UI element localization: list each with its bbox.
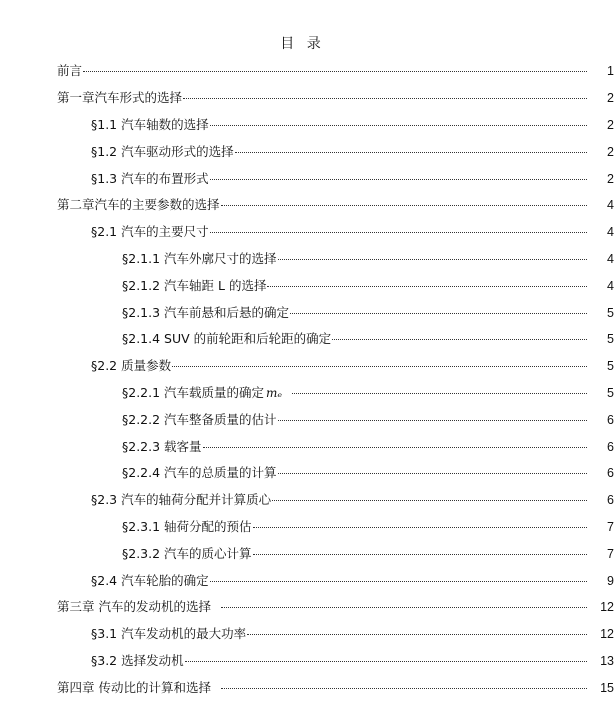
leader-dots	[221, 205, 587, 206]
leader-dots	[235, 152, 587, 153]
toc-entry[interactable]	[0, 540, 614, 567]
leader-dots	[210, 232, 587, 233]
toc-entry[interactable]	[0, 514, 614, 541]
leader-dots	[278, 259, 587, 260]
toc-entry-page: 6	[607, 439, 614, 454]
mass-symbol: mₑ	[266, 385, 283, 400]
toc-entry-page: 2	[607, 144, 614, 159]
toc-entry-page: 2	[607, 117, 614, 132]
toc-entry[interactable]	[0, 58, 614, 85]
toc-entry-page: 4	[607, 251, 614, 266]
toc-entry-label: §2.2 质量参数	[91, 358, 172, 374]
leader-dots	[253, 527, 587, 528]
toc-entry[interactable]	[0, 219, 614, 246]
toc-title: 目 录	[280, 36, 325, 52]
toc-entry[interactable]	[0, 594, 614, 621]
toc-entry-label: §3.1 汽车发动机的最大功率	[91, 626, 247, 642]
toc-entry-label: §2.1.2 汽车轴距 L 的选择	[122, 277, 267, 293]
toc-entry[interactable]	[0, 138, 614, 165]
toc-entry-page: 1	[607, 64, 614, 79]
toc-entry-label: §2.2.1 汽车载质量的确定	[122, 384, 265, 400]
leader-dots	[253, 554, 587, 555]
toc-entry-label: §2.1.1 汽车外廓尺寸的选择	[122, 250, 277, 266]
leader-dots	[183, 98, 587, 99]
toc-entry[interactable]	[0, 433, 614, 460]
toc-entry-page: 12	[600, 627, 614, 642]
toc-entry-page: 7	[607, 519, 614, 534]
toc-entry[interactable]	[0, 85, 614, 112]
toc-entry-label: 第一章汽车形式的选择	[57, 90, 183, 106]
toc-entry-page: 4	[607, 198, 614, 213]
toc-entry-page: 12	[600, 600, 614, 615]
toc-entry-page: 2	[607, 171, 614, 186]
leader-dots	[278, 473, 587, 474]
toc-entry[interactable]	[0, 299, 614, 326]
leader-dots	[278, 420, 587, 421]
toc-entry-label: 第四章 传动比的计算和选择	[57, 679, 211, 695]
toc-entry-page: 4	[607, 225, 614, 240]
toc-entry[interactable]	[0, 460, 614, 487]
toc-entry-page: 5	[607, 305, 614, 320]
toc-entry-label: §1.1 汽车轴数的选择	[91, 116, 209, 132]
toc-entry-label: §2.3.2 汽车的质心计算	[122, 545, 252, 561]
toc-entry-label: §2.2.3 载客量	[122, 438, 202, 454]
toc-entry[interactable]	[0, 567, 614, 594]
leader-dots	[332, 339, 587, 340]
toc-entry[interactable]	[0, 165, 614, 192]
leader-dots	[83, 71, 587, 72]
toc-entry-label: §1.2 汽车驱动形式的选择	[91, 143, 234, 159]
toc-entry[interactable]	[0, 272, 614, 299]
toc-entry-label: §2.2.2 汽车整备质量的估计	[122, 411, 277, 427]
toc-entry-page: 5	[607, 332, 614, 347]
toc-entry[interactable]	[0, 353, 614, 380]
leader-dots	[247, 634, 587, 635]
toc-entry-page: 5	[607, 359, 614, 374]
toc-entry-label: §1.3 汽车的布置形式	[91, 170, 209, 186]
toc-entry[interactable]	[0, 487, 614, 514]
toc-entry[interactable]	[0, 192, 614, 219]
toc-entry-page: 6	[607, 466, 614, 481]
toc-entry-label: 第三章 汽车的发动机的选择	[57, 599, 211, 615]
toc-entry-page: 13	[600, 653, 614, 668]
toc-entry-label: §2.3 汽车的轴荷分配并计算质心	[91, 492, 272, 508]
toc-entry-page: 2	[607, 91, 614, 106]
leader-dots	[290, 313, 587, 314]
leader-dots	[221, 688, 587, 689]
toc-entry-label: §2.3.1 轴荷分配的预估	[122, 518, 252, 534]
toc-entry[interactable]	[0, 246, 614, 273]
leader-dots	[210, 125, 587, 126]
toc-list	[0, 58, 614, 701]
toc-entry-page: 7	[607, 546, 614, 561]
leader-dots	[221, 607, 587, 608]
toc-entry-label: §2.1.3 汽车前悬和后悬的确定	[122, 304, 290, 320]
leader-dots	[267, 286, 587, 287]
leader-dots	[172, 366, 587, 367]
leader-dots	[203, 447, 587, 448]
toc-entry-label: §3.2 选择发动机	[91, 652, 184, 668]
toc-entry[interactable]	[0, 674, 614, 701]
leader-dots	[210, 179, 587, 180]
toc-entry-label: §2.1.4 SUV 的前轮距和后轮距的确定	[122, 331, 332, 347]
leader-dots	[185, 661, 587, 662]
toc-entry[interactable]	[0, 112, 614, 139]
toc-entry-page: 9	[607, 573, 614, 588]
leader-dots	[210, 581, 587, 582]
toc-entry[interactable]	[0, 648, 614, 675]
toc-entry-label: §2.4 汽车轮胎的确定	[91, 572, 209, 588]
leader-dots	[272, 500, 587, 501]
toc-entry[interactable]	[0, 621, 614, 648]
toc-entry[interactable]	[0, 406, 614, 433]
toc-entry-page: 15	[600, 680, 614, 695]
toc-entry-label: 前言	[57, 63, 83, 79]
toc-entry-label: §2.1 汽车的主要尺寸	[91, 224, 209, 240]
toc-entry-page: 4	[607, 278, 614, 293]
toc-entry-label: §2.2.4 汽车的总质量的计算	[122, 465, 277, 481]
toc-entry-label: 第二章汽车的主要参数的选择	[57, 197, 220, 213]
toc-entry-page: 6	[607, 493, 614, 508]
leader-dots	[292, 393, 587, 394]
toc-entry[interactable]	[0, 380, 614, 407]
toc-entry[interactable]	[0, 326, 614, 353]
toc-entry-page: 6	[607, 412, 614, 427]
toc-entry-page: 5	[607, 385, 614, 400]
